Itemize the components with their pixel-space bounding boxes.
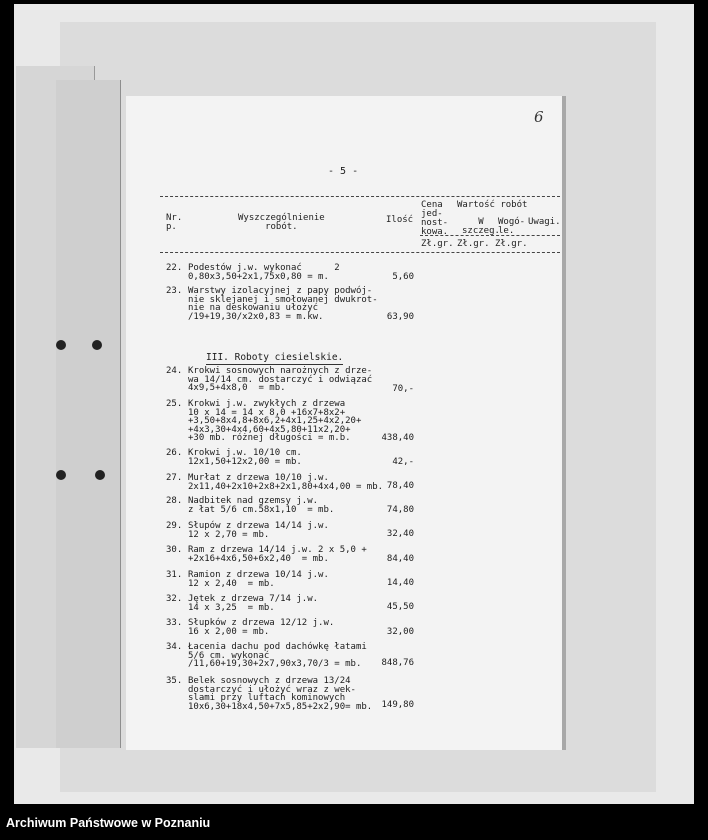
item-quantity: 63,90 xyxy=(386,312,414,322)
item-quantity: 438,40 xyxy=(381,433,414,443)
item-quantity: 149,80 xyxy=(381,700,414,710)
list-item: 32. xyxy=(166,594,183,604)
punch-hole xyxy=(95,470,105,480)
list-item: 27. xyxy=(166,473,183,483)
header-notes: Uwagi. xyxy=(528,217,561,227)
list-item: 26. xyxy=(166,448,183,458)
item-quantity: 78,40 xyxy=(386,481,414,491)
list-item: 30. xyxy=(166,545,183,555)
item-quantity: 84,40 xyxy=(386,554,414,564)
page-number: - 5 - xyxy=(328,166,359,177)
punch-hole xyxy=(92,340,102,350)
folder-edge-inner xyxy=(56,80,121,748)
archive-label: Archiwum Państwowe w Poznaniu xyxy=(6,816,211,830)
header-value-total: Wogó- le. xyxy=(498,217,526,236)
archive-footer xyxy=(0,804,708,840)
header-currency: Zł.gr. xyxy=(421,239,454,249)
list-item: 35. xyxy=(166,676,183,686)
header-rule-bottom xyxy=(160,252,560,253)
item-quantity: 32,00 xyxy=(386,627,414,637)
header-description: Wyszczególnienie robót. xyxy=(238,213,325,232)
item-text: Ramion z drzewa 10/14 j.w. 12 x 2,40 = mb. xyxy=(188,570,329,589)
header-value-detail: W szczeg. xyxy=(462,217,500,236)
list-item: 22. xyxy=(166,263,183,273)
item-quantity: 45,50 xyxy=(386,602,414,612)
list-item: 28. xyxy=(166,496,183,506)
header-unit-price: Cena jed- nost- kowa. xyxy=(421,200,449,237)
list-item: 31. xyxy=(166,570,183,580)
list-item: 24. xyxy=(166,366,183,376)
item-text: Słupków z drzewa 12/12 j.w. 16 x 2,00 = mb. xyxy=(188,618,335,637)
item-text: Murłat z drzewa 10/10 j.w. 2x11,40+2x10+2x8+2x1,80+4x4,00 = mb. xyxy=(188,473,384,492)
header-currency: Zł.gr. xyxy=(457,239,490,249)
item-text: Krokwi sosnowych narożnych z drze- wa 14/14 cm. dostarczyć i odwiązać 4x9,5+4x8,0 = mb. xyxy=(188,366,373,393)
item-text: Warstwy izolacyjnej z papy podwój- nie sklejanej i smołowanej dwukrot- nie na deskowaniu ułożyć /19+19,30/x2x0,83 = m.kw. xyxy=(188,286,378,322)
item-text: Ram z drzewa 14/14 j.w. 2 x 5,0 + +2x16+4x6,50+6x2,40 = mb. xyxy=(188,545,367,564)
item-text: Krokwi j.w. 10/10 cm. 12x1,50+12x2,00 = mb. xyxy=(188,448,302,467)
header-currency: Zł.gr. xyxy=(495,239,528,249)
item-quantity: 70,- xyxy=(392,384,414,394)
list-item: 34. xyxy=(166,642,183,652)
item-quantity: 32,40 xyxy=(386,529,414,539)
item-quantity: 74,80 xyxy=(386,505,414,515)
item-quantity: 5,60 xyxy=(392,272,414,282)
item-text: Krokwi j.w. zwykłych z drzewa 10 x 14 = 14 x 8,0 +16x7+8x2+ +3,50+8x4,8+8x6,2+4x1,25+4x2,20+ +4x3,30+4x4,60+4x5,80+11x2,20+ +30 mb. różnej długości = m.b. xyxy=(188,399,362,443)
header-rule-top xyxy=(160,196,560,197)
item-text: Jętek z drzewa 7/14 j.w. 14 x 3,25 = mb. xyxy=(188,594,319,613)
header-nr: Nr. p. xyxy=(166,213,183,232)
page-marker: 6 xyxy=(534,108,544,126)
list-item: 29. xyxy=(166,521,183,531)
item-text: Podestów j.w. wykonać 2 0,80x3,50+2x1,75x0,80 = m. xyxy=(188,263,340,282)
item-quantity: 42,- xyxy=(392,457,414,467)
header-quantity: Ilość xyxy=(386,215,414,225)
section-title: III. Roboty ciesielskie. xyxy=(206,352,344,363)
punch-hole xyxy=(56,340,66,350)
item-text: Nadbitek nad gzemsy j.w. z łat 5/6 cm.58x1,10 = mb. xyxy=(188,496,335,515)
item-quantity: 14,40 xyxy=(386,578,414,588)
list-item: 25. xyxy=(166,399,183,409)
header-rule-mid xyxy=(420,235,560,236)
item-text: Łacenia dachu pod dachówkę łatami 5/6 cm. wykonać /11,60+19,30+2x7,90x3,70/3 = mb. xyxy=(188,642,367,669)
item-quantity: 848,76 xyxy=(381,658,414,668)
list-item: 23. xyxy=(166,286,183,296)
item-text: Belek sosnowych z drzewa 13/24 dostarczyć i ułożyć wraz z wek- slami przy luftach kominowych 10x6,30+18x4,50+7x5,85+2x2,90= mb. xyxy=(188,676,373,712)
punch-hole xyxy=(56,470,66,480)
list-item: 33. xyxy=(166,618,183,628)
item-text: Słupów z drzewa 14/14 j.w. 12 x 2,70 = mb. xyxy=(188,521,329,540)
header-value-group: Wartość robót xyxy=(457,200,528,210)
